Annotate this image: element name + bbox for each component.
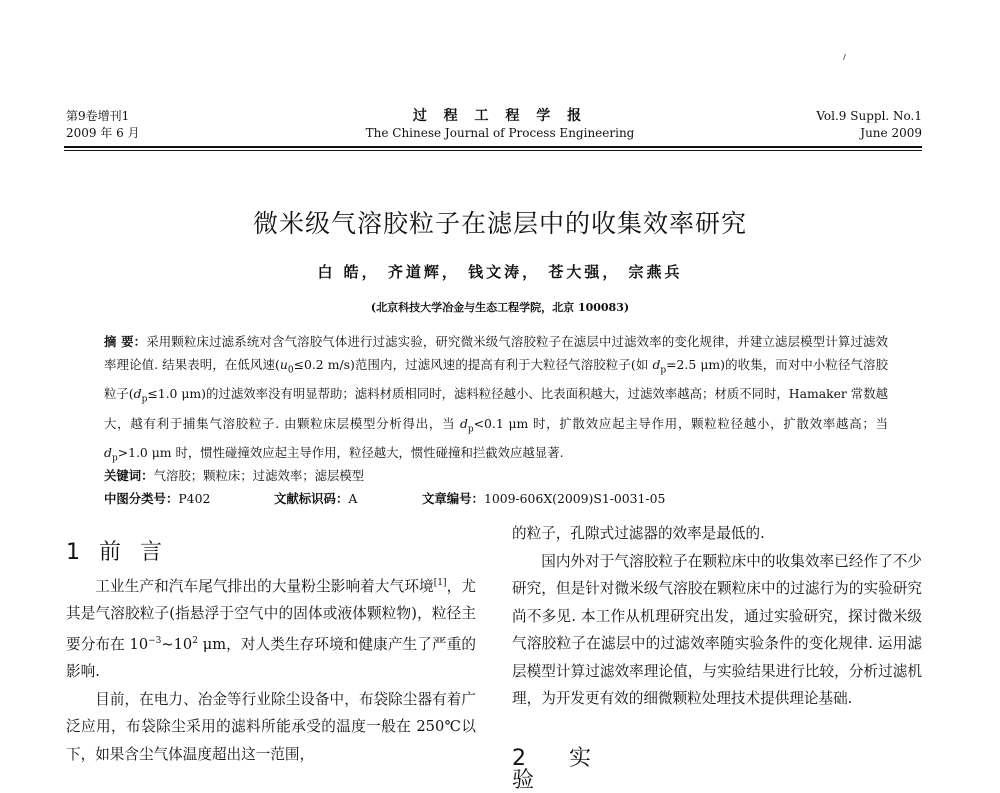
citation-ref: [1] <box>433 578 447 588</box>
abstract-text-1: 采用颗粒床过滤系统对含气溶胶气体进行过滤实验，研究微米级气溶胶粒子在滤层中过滤效率的变化规律，并建立滤层模型计算过滤效率理论值. 结果表明，在低风速( <box>104 334 888 372</box>
section-heading-experiment-partial: 2 实 验 <box>512 746 609 793</box>
header-volume-en <box>816 108 922 142</box>
author-affiliation: (北京科技大学冶金与生态工程学院，北京 100083) <box>370 301 630 314</box>
article-number <box>422 487 665 510</box>
journal-name-cn: 过 程 工 程 学 报 <box>412 108 588 124</box>
intro-p1-text-d: μm，对人类生存环境和健康产生了严重的影响. <box>66 635 476 681</box>
section-heading-introduction: 1 前 言 <box>66 540 168 565</box>
abstract-text-5: <0.1 μm 时，扩散效应起主导作用，颗粒粒径越小，扩散效率越高；当 <box>473 415 888 431</box>
journal-name-en: The Chinese Journal of Process Engineering <box>365 126 635 140</box>
paper-title: 微米级气溶胶粒子在滤层中的收集效率研究 <box>252 209 747 238</box>
intro-p1-text-b: ，尤其是气溶胶粒子(指悬浮于空气中的固体或液体颗粒物)，粒径主要分布在 10 <box>66 577 476 653</box>
article-number-value: 1009-606X(2009)S1-0031-05 <box>483 491 666 506</box>
abstract-d-subscript: p <box>467 424 474 435</box>
abstract-d-subscript: p <box>141 394 148 405</box>
abstract-u-subscript: 0 <box>287 365 294 376</box>
abstract-text-4: ≤1.0 μm)的过滤效率没有明显帮助；滤料材质相同时，滤料粒径越小、比表面积越大，过滤效率越高；材质不同时，Hamaker 常数越大，越有利于捕集气溶胶粒子. 由颗粒床层模型分析得出，当 <box>104 386 888 431</box>
abstract-text-3: =2.5 μm)的收集，而对中小粒径气溶胶粒子( <box>104 357 888 402</box>
header-volume-info <box>66 108 140 142</box>
article-number-label: 文章编号： <box>422 491 484 506</box>
abstract-d-symbol: d <box>133 386 142 402</box>
keywords <box>104 464 364 487</box>
clc-label: 中图分类号： <box>104 491 179 506</box>
paper-authors: 白 皓， 齐道辉， 钱文涛， 苍大强， 宗燕兵 <box>317 263 683 281</box>
header-volume: 第9卷增刊1 <box>66 109 130 123</box>
header-rule-thick <box>64 146 922 148</box>
document-code-value: A <box>348 491 358 506</box>
clc-value: P402 <box>178 491 211 506</box>
header-date-cn: 2009 年 6 月 <box>66 126 140 140</box>
exponent-1: −3 <box>148 635 162 646</box>
abstract-label: 摘 要： <box>104 334 147 349</box>
clc-number <box>104 487 210 510</box>
intro-paragraph-continued: 的粒子，孔隙式过滤器的效率是最低的. <box>512 525 765 542</box>
abstract-d-symbol: d <box>104 445 112 461</box>
intro-p1-text-a: 工业生产和汽车尾气排出的大量粉尘影响着大气环境 <box>95 577 434 595</box>
abstract-d-symbol: d <box>652 357 661 372</box>
intro-p1-text-c: ~10 <box>161 635 193 653</box>
intro-paragraph-3: 国内外对于气溶胶粒子在颗粒床中的收集效率已经作了不少研究，但是针对微米级气溶胶在颗粒床中的过滤行为的实验研究尚不多见. 本工作从机理研究出发，通过实验研究，探讨微米级气溶胶粒子在滤层中的过滤效率随实验条件的变化规律. 运用滤层模型计算过滤效率理论值，与实验结果进行比较，分析过滤机理，为开发更有效的细微颗粒处理技术提供理论基础. <box>512 552 922 707</box>
intro-paragraph-1 <box>66 570 476 686</box>
exponent-2: 2 <box>192 635 198 646</box>
scan-mark <box>843 54 846 60</box>
header-journal <box>300 108 700 142</box>
abstract <box>104 330 888 471</box>
abstract-d-symbol: d <box>459 415 468 431</box>
document-code-label: 文献标识码： <box>274 491 349 506</box>
right-column <box>512 520 922 713</box>
abstract-d-subscript: p <box>660 365 667 376</box>
keywords-text: 气溶胶；颗粒床；过滤效率；滤层模型 <box>153 468 365 483</box>
left-column <box>66 570 476 768</box>
abstract-d-subscript: p <box>111 453 118 464</box>
header-volume-en-line: Vol.9 Suppl. No.1 <box>816 109 922 123</box>
abstract-text-6: >1.0 μm 时，惯性碰撞效应起主导作用，粒径越大，惯性碰撞和拦截效应越显著. <box>117 445 564 461</box>
header-date-en: June 2009 <box>860 126 922 140</box>
document-code <box>274 487 357 510</box>
intro-paragraph-2: 目前，在电力、冶金等行业除尘设备中，布袋除尘器有着广泛应用，布袋除尘采用的滤料所能承受的温度一般在 250℃以下，如果含尘气体温度超出这一范围， <box>66 690 476 763</box>
keywords-label: 关键词： <box>104 468 154 483</box>
header-rule-thin <box>64 150 922 151</box>
abstract-text-2: ≤0.2 m/s)范围内，过滤风速的提高有利于大粒径气溶胶粒子(如 <box>293 357 653 372</box>
abstract-u-symbol: u <box>279 357 288 372</box>
